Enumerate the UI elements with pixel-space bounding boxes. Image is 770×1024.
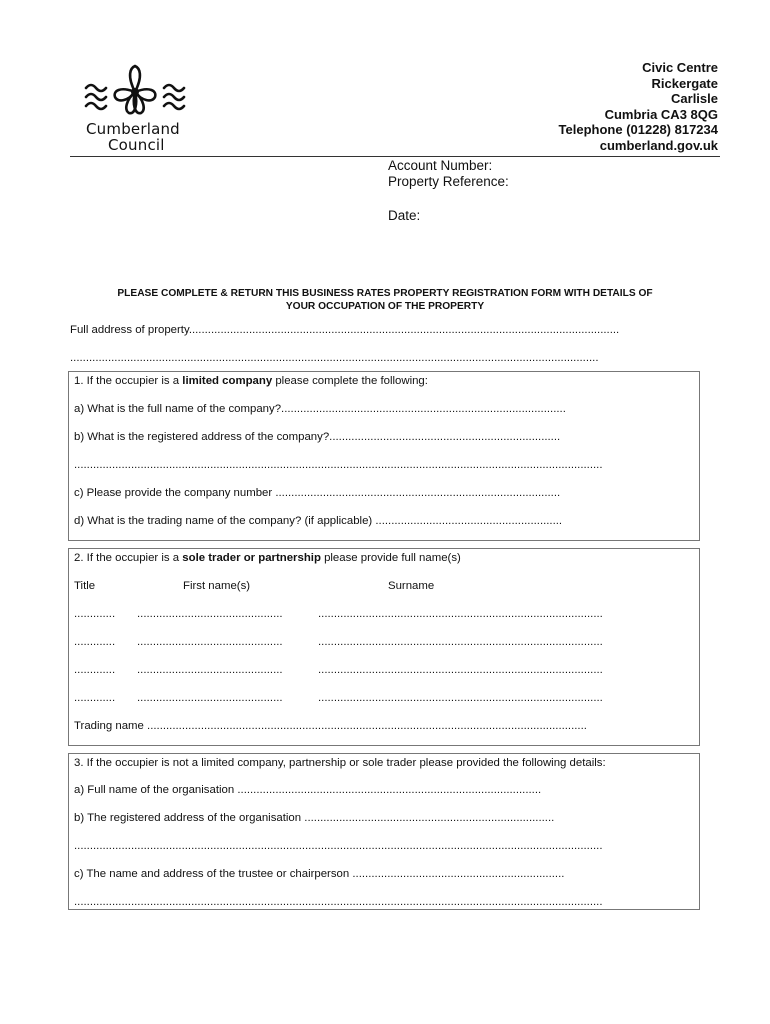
dotted-line: ....................................................................................................................................................................... <box>74 459 603 471</box>
header-divider <box>70 156 720 157</box>
surname-input[interactable]: .......................................................................................... <box>318 692 603 704</box>
trustee-line-2[interactable] <box>74 896 622 908</box>
address-line: Civic Centre <box>642 60 718 75</box>
first-name-input[interactable]: .............................................. <box>137 608 283 620</box>
section2-intro-emphasis: sole trader or partnership <box>182 552 321 564</box>
account-number-label: Account Number: <box>388 158 493 173</box>
dotted-line: .......................................................................................... <box>275 487 561 499</box>
address-telephone: Telephone (01228) 817234 <box>558 122 718 138</box>
surname-input[interactable]: .......................................................................................... <box>318 636 603 648</box>
section2-intro-text: 2. If the occupier is a <box>74 552 183 564</box>
form-heading-line: PLEASE COMPLETE & RETURN THIS BUSINESS RATES PROPERTY REGISTRATION FORM WITH DETAILS OF <box>117 288 653 299</box>
logo-text-council: Council <box>108 136 165 154</box>
property-address-label: Full address of property <box>70 324 189 336</box>
dotted-line: ........................................................................................................................................ <box>188 324 620 336</box>
organisation-address-field[interactable] <box>74 812 630 824</box>
company-number-field[interactable] <box>74 487 630 499</box>
section-other-organisation <box>68 753 700 910</box>
title-input[interactable]: ............. <box>74 664 116 676</box>
form-heading <box>70 287 700 313</box>
trustee-label: c) The name and address of the trustee or chairperson <box>74 868 353 880</box>
section1-intro <box>74 375 694 387</box>
council-address <box>559 60 718 154</box>
sole-trader-trading-name-label: Trading name <box>74 720 148 732</box>
date-label: Date: <box>388 208 421 223</box>
title-input[interactable]: ............. <box>74 636 116 648</box>
first-name-input[interactable]: .............................................. <box>137 664 283 676</box>
company-address-line-2[interactable] <box>74 459 630 471</box>
column-first-names: First name(s) <box>183 580 251 592</box>
property-address-line-2[interactable] <box>70 352 630 364</box>
property-reference-label: Property Reference: <box>388 174 509 189</box>
logo-text-cumberland: Cumberland <box>86 120 180 138</box>
dotted-line: ....................................................................................................................................................................... <box>74 896 603 908</box>
column-surname: Surname <box>388 580 435 592</box>
company-number-label: c) Please provide the company number <box>74 487 276 499</box>
column-title: Title <box>74 580 96 592</box>
company-address-field[interactable] <box>74 431 630 443</box>
trading-name-label: d) What is the trading name of the company? (if applicable) <box>74 515 376 527</box>
organisation-address-label: b) The registered address of the organisation <box>74 812 305 824</box>
company-address-label: b) What is the registered address of the company? <box>74 431 330 443</box>
organisation-name-field[interactable] <box>74 784 630 796</box>
title-input[interactable]: ............. <box>74 692 116 704</box>
property-address-field[interactable] <box>70 324 630 336</box>
dotted-line: ........................................................................................................................................... <box>147 720 587 732</box>
trading-name-field[interactable] <box>74 515 630 527</box>
section1-intro-emphasis: limited company <box>182 375 273 387</box>
dotted-line: ........................................................... <box>375 515 563 527</box>
surname-input[interactable]: .......................................................................................... <box>318 664 603 676</box>
company-name-label: a) What is the full name of the company? <box>74 403 282 415</box>
address-line: Carlisle <box>671 91 718 107</box>
dotted-line: ....................................................................................................................................................................... <box>74 840 603 852</box>
dotted-line: ................................................................................................ <box>237 784 542 796</box>
first-name-input[interactable]: .............................................. <box>137 692 283 704</box>
dotted-line: ............................................................................... <box>304 812 555 824</box>
dotted-line: .......................................................................................... <box>281 403 566 415</box>
organisation-name-label: a) Full name of the organisation <box>74 784 238 796</box>
reference-block <box>388 158 509 224</box>
section1-intro-text: 1. If the occupier is a <box>74 375 183 387</box>
section2-intro <box>74 552 694 564</box>
address-line: Cumbria CA3 8QG <box>604 106 718 122</box>
dotted-line: ....................................................................................................................................................................... <box>70 352 599 364</box>
first-name-input[interactable]: .............................................. <box>137 636 283 648</box>
sole-trader-trading-name-field[interactable] <box>74 720 630 732</box>
organisation-address-line-2[interactable] <box>74 840 630 852</box>
company-name-field[interactable] <box>74 403 630 415</box>
title-input[interactable]: ............. <box>74 608 116 620</box>
address-line: Rickergate <box>651 75 718 91</box>
surname-input[interactable]: .......................................................................................... <box>318 608 603 620</box>
dotted-line: ................................................................... <box>352 868 565 880</box>
dotted-line: ......................................................................... <box>329 431 561 443</box>
trustee-field[interactable] <box>74 868 630 880</box>
section2-intro-text-end: please provide full name(s) <box>320 552 461 564</box>
address-website: cumberland.gov.uk <box>599 137 718 153</box>
section3-intro: 3. If the occupier is not a limited company, partnership or sole trader please provided the following details: <box>74 757 606 769</box>
form-heading-line: YOUR OCCUPATION OF THE PROPERTY <box>285 301 485 312</box>
section1-intro-text-end: please complete the following: <box>272 375 428 387</box>
